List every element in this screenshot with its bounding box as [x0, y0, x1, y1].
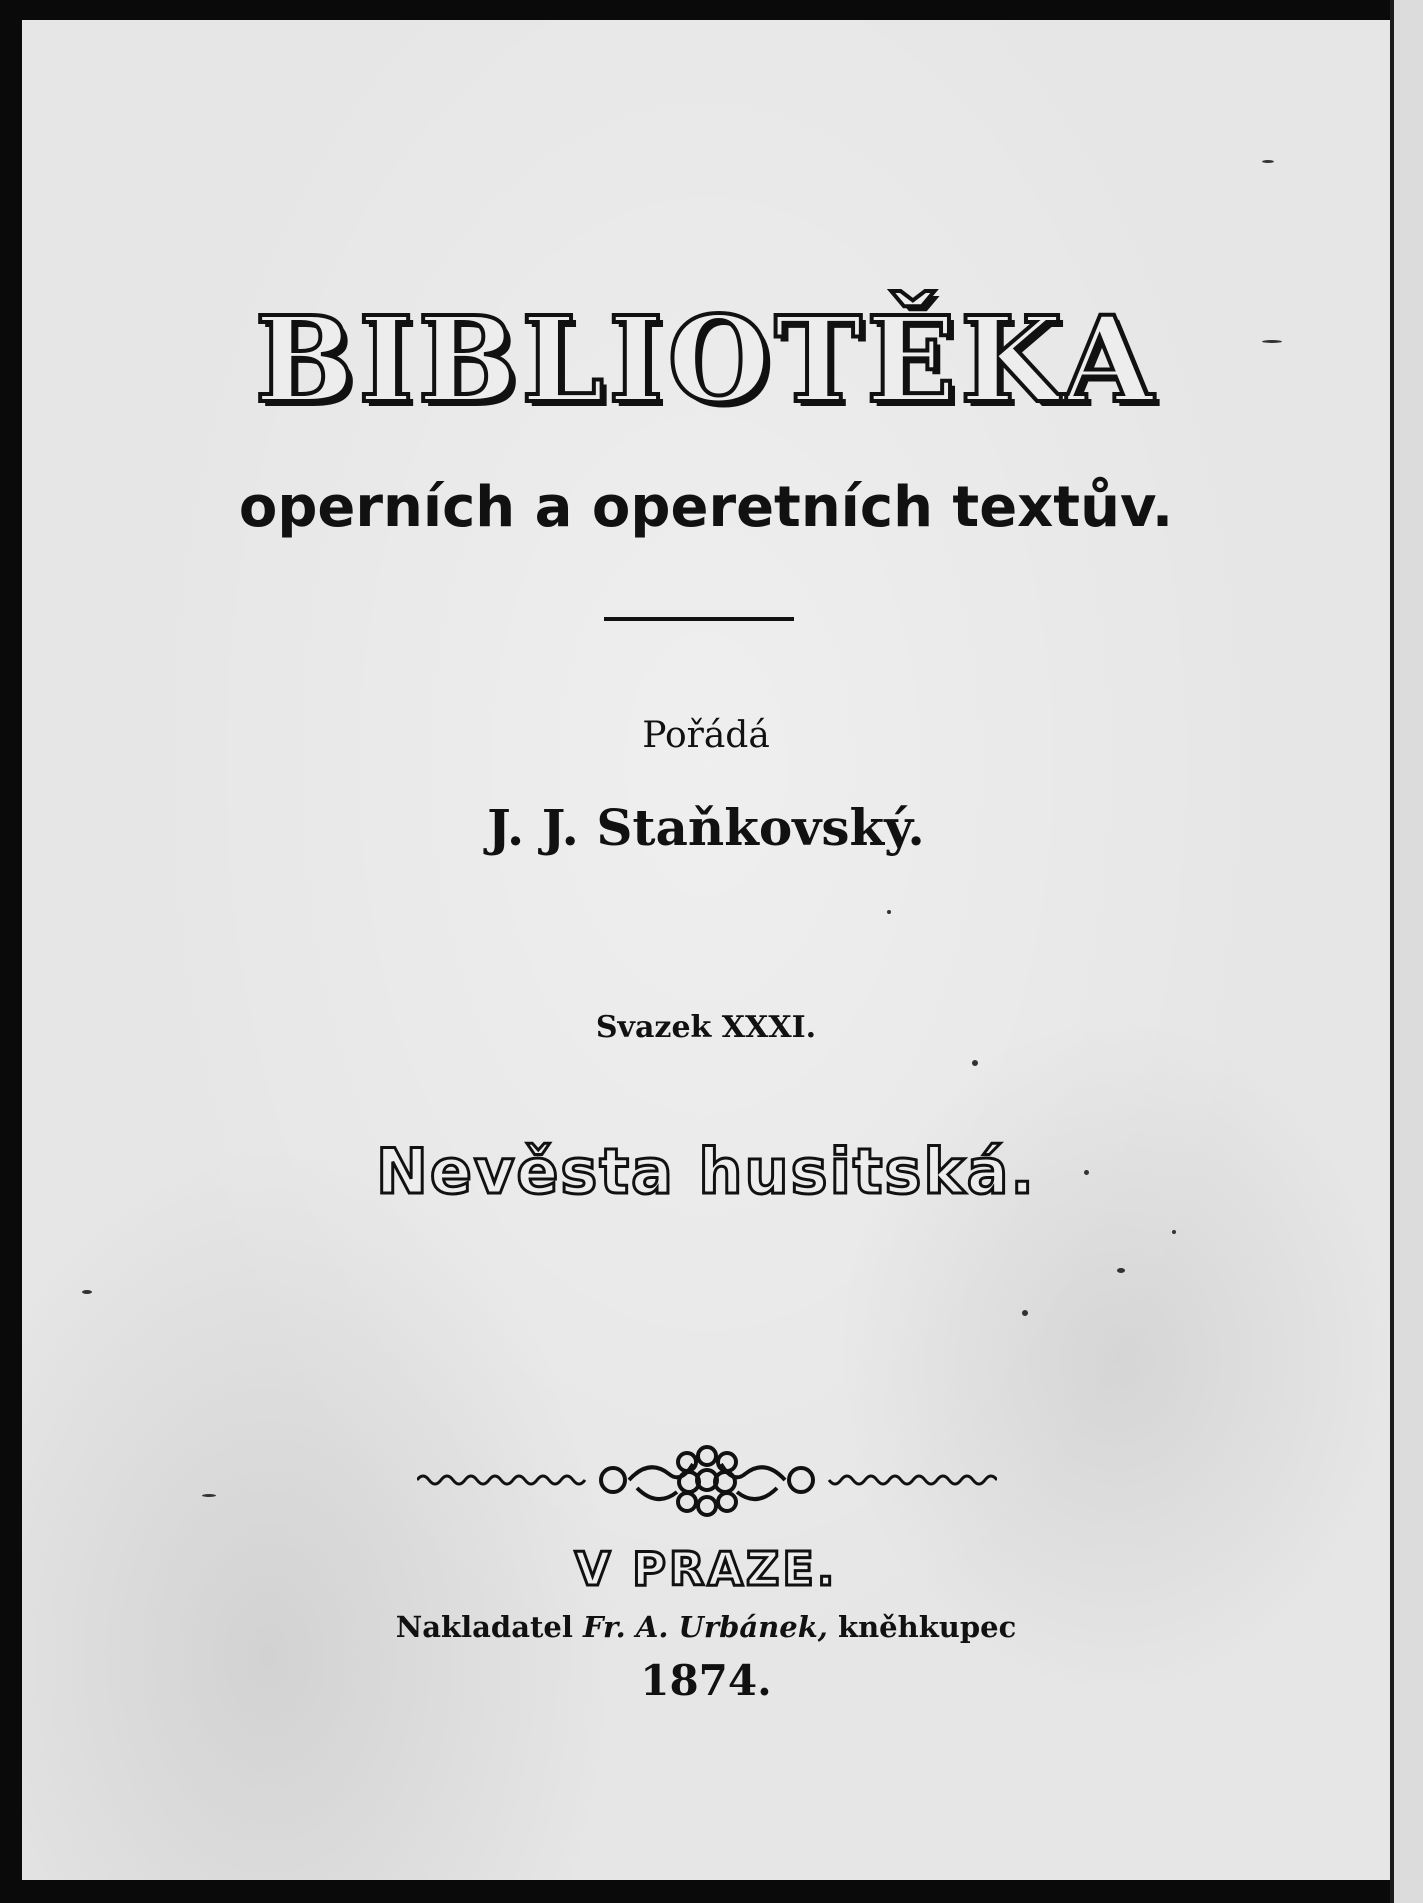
- editor-label: Pořádá: [642, 715, 770, 756]
- paper-speck: [1262, 160, 1274, 163]
- work-title: Nevěsta husitská.: [376, 1135, 1036, 1208]
- series-subtitle: operních a operetních textův.: [238, 475, 1174, 540]
- series-title: BIBLIOTĚKA: [254, 290, 1158, 429]
- paper-speck: [1262, 340, 1282, 343]
- paper-speck: [887, 910, 891, 914]
- title-page: [22, 20, 1390, 1880]
- paper-speck: [1084, 1170, 1089, 1175]
- decorative-scroll-ornament-icon: [417, 1440, 997, 1520]
- paper-speck: [1117, 1268, 1125, 1273]
- editor-name: J. J. Staňkovský.: [487, 798, 925, 857]
- paper-speck: [82, 1290, 92, 1294]
- publisher-suffix: kněhkupec: [827, 1610, 1017, 1644]
- divider-rule: [604, 617, 794, 621]
- adjacent-page-strip: [1394, 0, 1423, 1903]
- publication-year: 1874.: [640, 1656, 772, 1705]
- paper-speck: [202, 1494, 216, 1497]
- paper-speck: [972, 1060, 978, 1066]
- publisher-prefix: Nakladatel: [395, 1610, 583, 1644]
- publisher-line: [22, 1610, 1390, 1644]
- volume-number: Svazek XXXI.: [595, 1010, 817, 1045]
- paper-speck: [1172, 1230, 1176, 1234]
- publisher-name: Fr. A. Urbánek,: [582, 1610, 828, 1644]
- publication-city: V PRAZE.: [574, 1542, 838, 1596]
- paper-speck: [1022, 1310, 1028, 1316]
